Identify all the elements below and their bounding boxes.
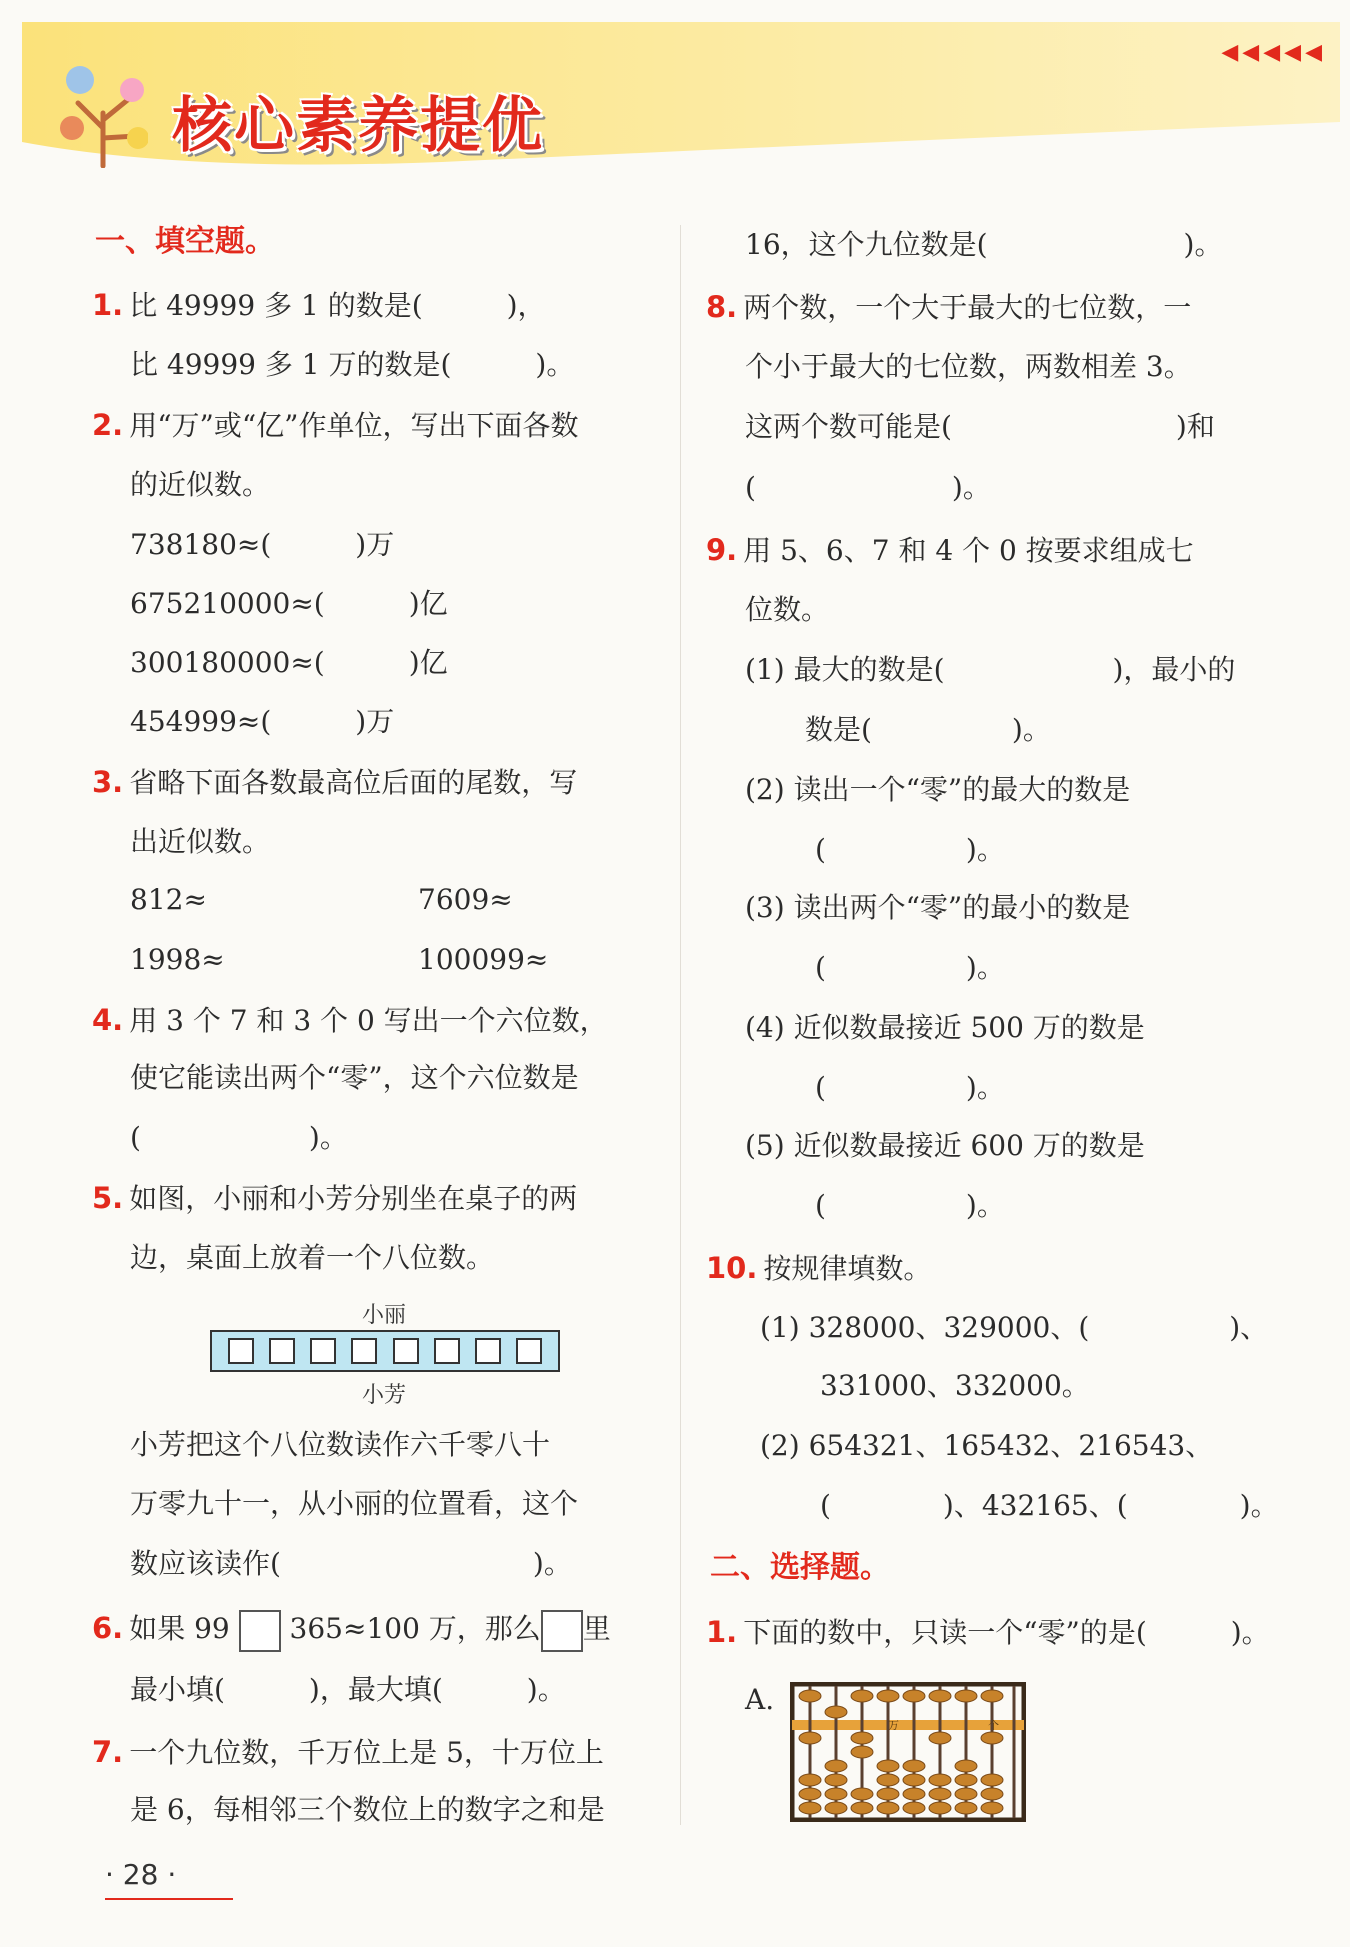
digit-box: [351, 1338, 377, 1364]
sub-question: (3) 读出两个“零”的最小的数是: [745, 891, 1131, 924]
question-number: 5.: [92, 1181, 124, 1215]
answer-line: 16，这个九位数是( )。: [745, 228, 1223, 261]
abacus-label-ge: 个: [988, 1719, 999, 1732]
question-number: 6.: [92, 1611, 124, 1645]
answer-line: 675210000≈( )亿: [130, 587, 448, 620]
question-8: [706, 287, 1191, 328]
choice-question-1: [706, 1612, 1270, 1653]
label-xiaoli: 小丽: [362, 1303, 407, 1328]
abacus-label-wan: 万: [888, 1719, 899, 1732]
page-number-underline: [105, 1898, 233, 1900]
digit-box: [228, 1338, 254, 1364]
digit-box: [310, 1338, 336, 1364]
question-text: 如图，小丽和小芳分别坐在桌子的两: [129, 1182, 578, 1215]
question-1: [92, 285, 546, 326]
question-text: 两个数，一个大于最大的七位数，一: [743, 291, 1192, 324]
answer-line: ( )。: [815, 1071, 1005, 1104]
question-text: 一个九位数，千万位上是 5，十万位上: [129, 1736, 604, 1769]
question-2: [92, 405, 578, 446]
sub-question: (1) 最大的数是( )，最小的: [745, 653, 1236, 686]
digit-box: [269, 1338, 295, 1364]
answer-line: ( )。: [745, 471, 991, 504]
arrow-decoration-icon: ◀◀◀◀◀: [1221, 40, 1326, 65]
question-9: [706, 530, 1194, 571]
question-text: 按规律填数。: [763, 1252, 932, 1285]
answer-line: 数是( )。: [805, 713, 1051, 746]
question-text: 使它能读出两个“零”，这个六位数是: [130, 1061, 579, 1094]
digit-box: [516, 1338, 542, 1364]
question-text: 用 5、6、7 和 4 个 0 按要求组成七: [743, 534, 1194, 567]
answer-line: 最小填( )，最大填( )。: [130, 1673, 566, 1706]
question-text: 比 49999 多 1 万的数是( )。: [130, 348, 575, 381]
answer-line: ( )。: [130, 1121, 348, 1154]
question-number: 1.: [92, 288, 124, 322]
tree-icon: [58, 58, 148, 168]
answer-line: ( )。: [815, 833, 1005, 866]
digit-box: [393, 1338, 419, 1364]
blank-box: [239, 1610, 281, 1652]
question-text: 里: [582, 1612, 611, 1645]
sub-question: 331000、332000。: [820, 1369, 1090, 1402]
question-text: 用“万”或“亿”作单位，写出下面各数: [129, 409, 579, 442]
blank-box: [541, 1610, 583, 1652]
question-text: 365≈100 万，那么: [289, 1612, 541, 1645]
answer-line: 数应该读作( )。: [130, 1547, 572, 1580]
question-text: 这两个数可能是( )和: [745, 410, 1215, 443]
digit-box: [434, 1338, 460, 1364]
question-text: 边，桌面上放着一个八位数。: [130, 1241, 495, 1274]
question-text: 个小于最大的七位数，两数相差 3。: [745, 350, 1192, 383]
label-xiaofang: 小芳: [362, 1383, 407, 1408]
question-text: 比 49999 多 1 的数是( )，: [129, 289, 546, 322]
question-10: [706, 1248, 931, 1289]
section-heading-choice: 二、选择题。: [710, 1550, 890, 1585]
section-heading-fill-blank: 一、填空题。: [95, 224, 275, 259]
answer-line: ( )。: [815, 1189, 1005, 1222]
question-text: 位数。: [745, 593, 830, 626]
page-title: 核心素养提优: [172, 91, 544, 161]
answer-line: ( )、432165、( )。: [820, 1489, 1279, 1522]
answer-line: 7609≈: [418, 883, 513, 916]
column-divider: [680, 225, 681, 1825]
digit-box: [475, 1338, 501, 1364]
question-text: 如果 99: [129, 1612, 230, 1645]
question-number: 9.: [706, 533, 738, 567]
answer-line: 738180≈( )万: [130, 528, 395, 561]
abacus-image: [790, 1682, 1026, 1822]
question-4: [92, 1000, 608, 1041]
answer-line: 454999≈( )万: [130, 705, 395, 738]
option-a-label: A.: [745, 1683, 775, 1716]
answer-line: ( )。: [815, 951, 1005, 984]
question-text: 下面的数中，只读一个“零”的是( )。: [743, 1616, 1270, 1649]
question-number: 10.: [706, 1251, 758, 1285]
answer-line: 100099≈: [418, 943, 549, 976]
question-number: 1.: [706, 1615, 738, 1649]
question-text: 万零九十一，从小丽的位置看，这个: [130, 1487, 579, 1520]
question-number: 4.: [92, 1003, 124, 1037]
question-5: [92, 1178, 577, 1219]
question-6: [92, 1608, 611, 1652]
question-text: 小芳把这个八位数读作六千零八十: [130, 1428, 551, 1461]
question-number: 7.: [92, 1735, 124, 1769]
sub-question: (5) 近似数最接近 600 万的数是: [745, 1129, 1145, 1162]
answer-line: 300180000≈( )亿: [130, 646, 448, 679]
answer-line: 1998≈: [130, 943, 225, 976]
question-text: 的近似数。: [130, 468, 271, 501]
question-text: 省略下面各数最高位后面的尾数，写: [129, 766, 578, 799]
question-text: 是 6，每相邻三个数位上的数字之和是: [130, 1793, 605, 1826]
sub-question: (2) 654321、165432、216543、: [760, 1429, 1214, 1462]
question-text: 出近似数。: [130, 825, 271, 858]
sub-question: (4) 近似数最接近 500 万的数是: [745, 1011, 1145, 1044]
question-number: 8.: [706, 290, 738, 324]
question-number: 3.: [92, 765, 124, 799]
sub-question: (1) 328000、329000、( )、: [760, 1311, 1269, 1344]
page-number: · 28 ·: [105, 1858, 177, 1891]
question-text: 用 3 个 7 和 3 个 0 写出一个六位数，: [129, 1004, 608, 1037]
question-7: [92, 1732, 604, 1773]
question-number: 2.: [92, 408, 124, 442]
question-3: [92, 762, 577, 803]
desk-diagram: [210, 1330, 560, 1372]
sub-question: (2) 读出一个“零”的最大的数是: [745, 773, 1131, 806]
answer-line: 812≈: [130, 883, 207, 916]
